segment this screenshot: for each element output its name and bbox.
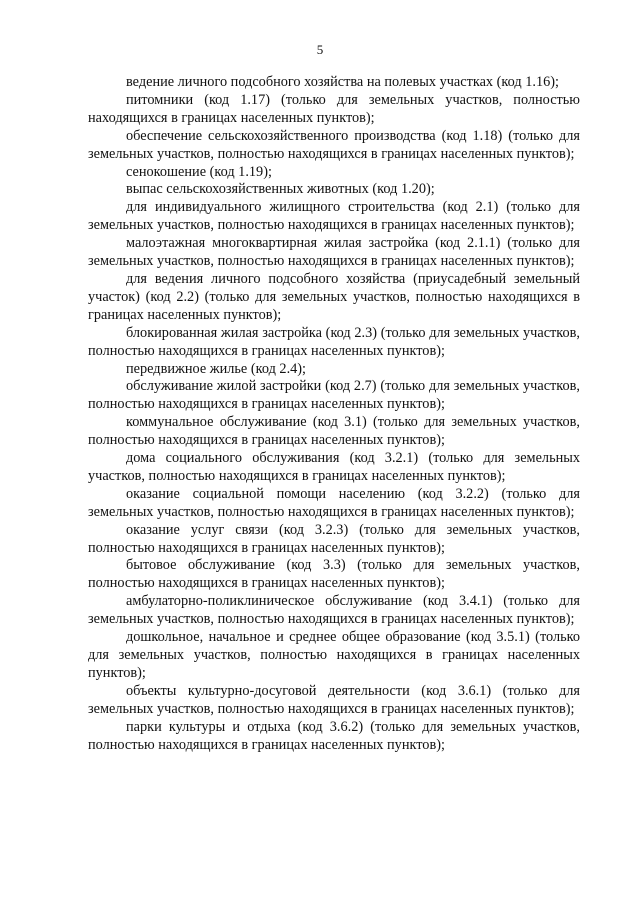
paragraph: выпас сельскохозяйственных животных (код 1.20); (126, 181, 435, 198)
paragraph: ведение личного подсобного хозяйства на полевых участках (код 1.16); (126, 74, 559, 90)
page-number: 5 (316, 42, 324, 57)
paragraph: обеспечение сельскохозяйственного производства (код 1.18) (только для земельных участков, полностью находящихся в границах населенных пунктов); (88, 127, 580, 162)
document-body (88, 74, 580, 754)
paragraph: коммунальное обслуживание (код 3.1) (только для земельных участков, полностью находящихся в границах населенных пунктов); (88, 414, 580, 449)
paragraph: для ведения личного подсобного хозяйства (приусадебный земельный участок) (код 2.2) (только для земельных участков, полностью находящихся в границах населенных пунктов); (88, 270, 580, 323)
paragraph: бытовое обслуживание (код 3.3) (только для земельных участков, полностью находящихся в границах населенных пунктов); (88, 557, 580, 592)
paragraph: дошкольное, начальное и среднее общее образование (код 3.5.1) (только для земельных участков, полностью находящихся в границах населенных пунктов); (88, 629, 580, 681)
paragraph: оказание социальной помощи населению (код 3.2.2) (только для земельных участков, полностью находящихся в границах населенных пунктов); (88, 485, 580, 520)
paragraph: оказание услуг связи (код 3.2.3) (только для земельных участков, полностью находящихся в границах населенных пунктов); (88, 521, 580, 556)
paragraph: сенокошение (код 1.19); (126, 163, 272, 180)
paragraph: обслуживание жилой застройки (код 2.7) (только для земельных участков, полностью находящихся в границах населенных пунктов); (88, 378, 580, 413)
paragraph: малоэтажная многоквартирная жилая застройка (код 2.1.1) (только для земельных участков, полностью находящихся в границах населенных пунктов); (88, 235, 580, 270)
paragraph: объекты культурно-досуговой деятельности (код 3.6.1) (только для земельных участков, полностью находящихся в границах населенных пунктов); (88, 682, 580, 717)
paragraph: амбулаторно-поликлиническое обслуживание (код 3.4.1) (только для земельных участков, полностью находящихся в границах населенных пунктов); (88, 593, 580, 628)
paragraph: блокированная жилая застройка (код 2.3) (только для земельных участков, полностью находящихся в границах населенных пунктов); (88, 324, 580, 359)
paragraph: дома социального обслуживания (код 3.2.1) (только для земельных участков, полностью находящихся в границах населенных пунктов); (88, 450, 580, 484)
paragraph: питомники (код 1.17) (только для земельных участков, полностью находящихся в границах населенных пунктов); (88, 91, 580, 126)
paragraph: парки культуры и отдыха (код 3.6.2) (только для земельных участков, полностью находящихся в границах населенных пунктов); (88, 718, 580, 753)
paragraph: передвижное жилье (код 2.4); (126, 360, 307, 377)
paragraph: для индивидуального жилищного строительства (код 2.1) (только для земельных участков, полностью находящихся в границах населенных пунктов); (88, 199, 580, 234)
